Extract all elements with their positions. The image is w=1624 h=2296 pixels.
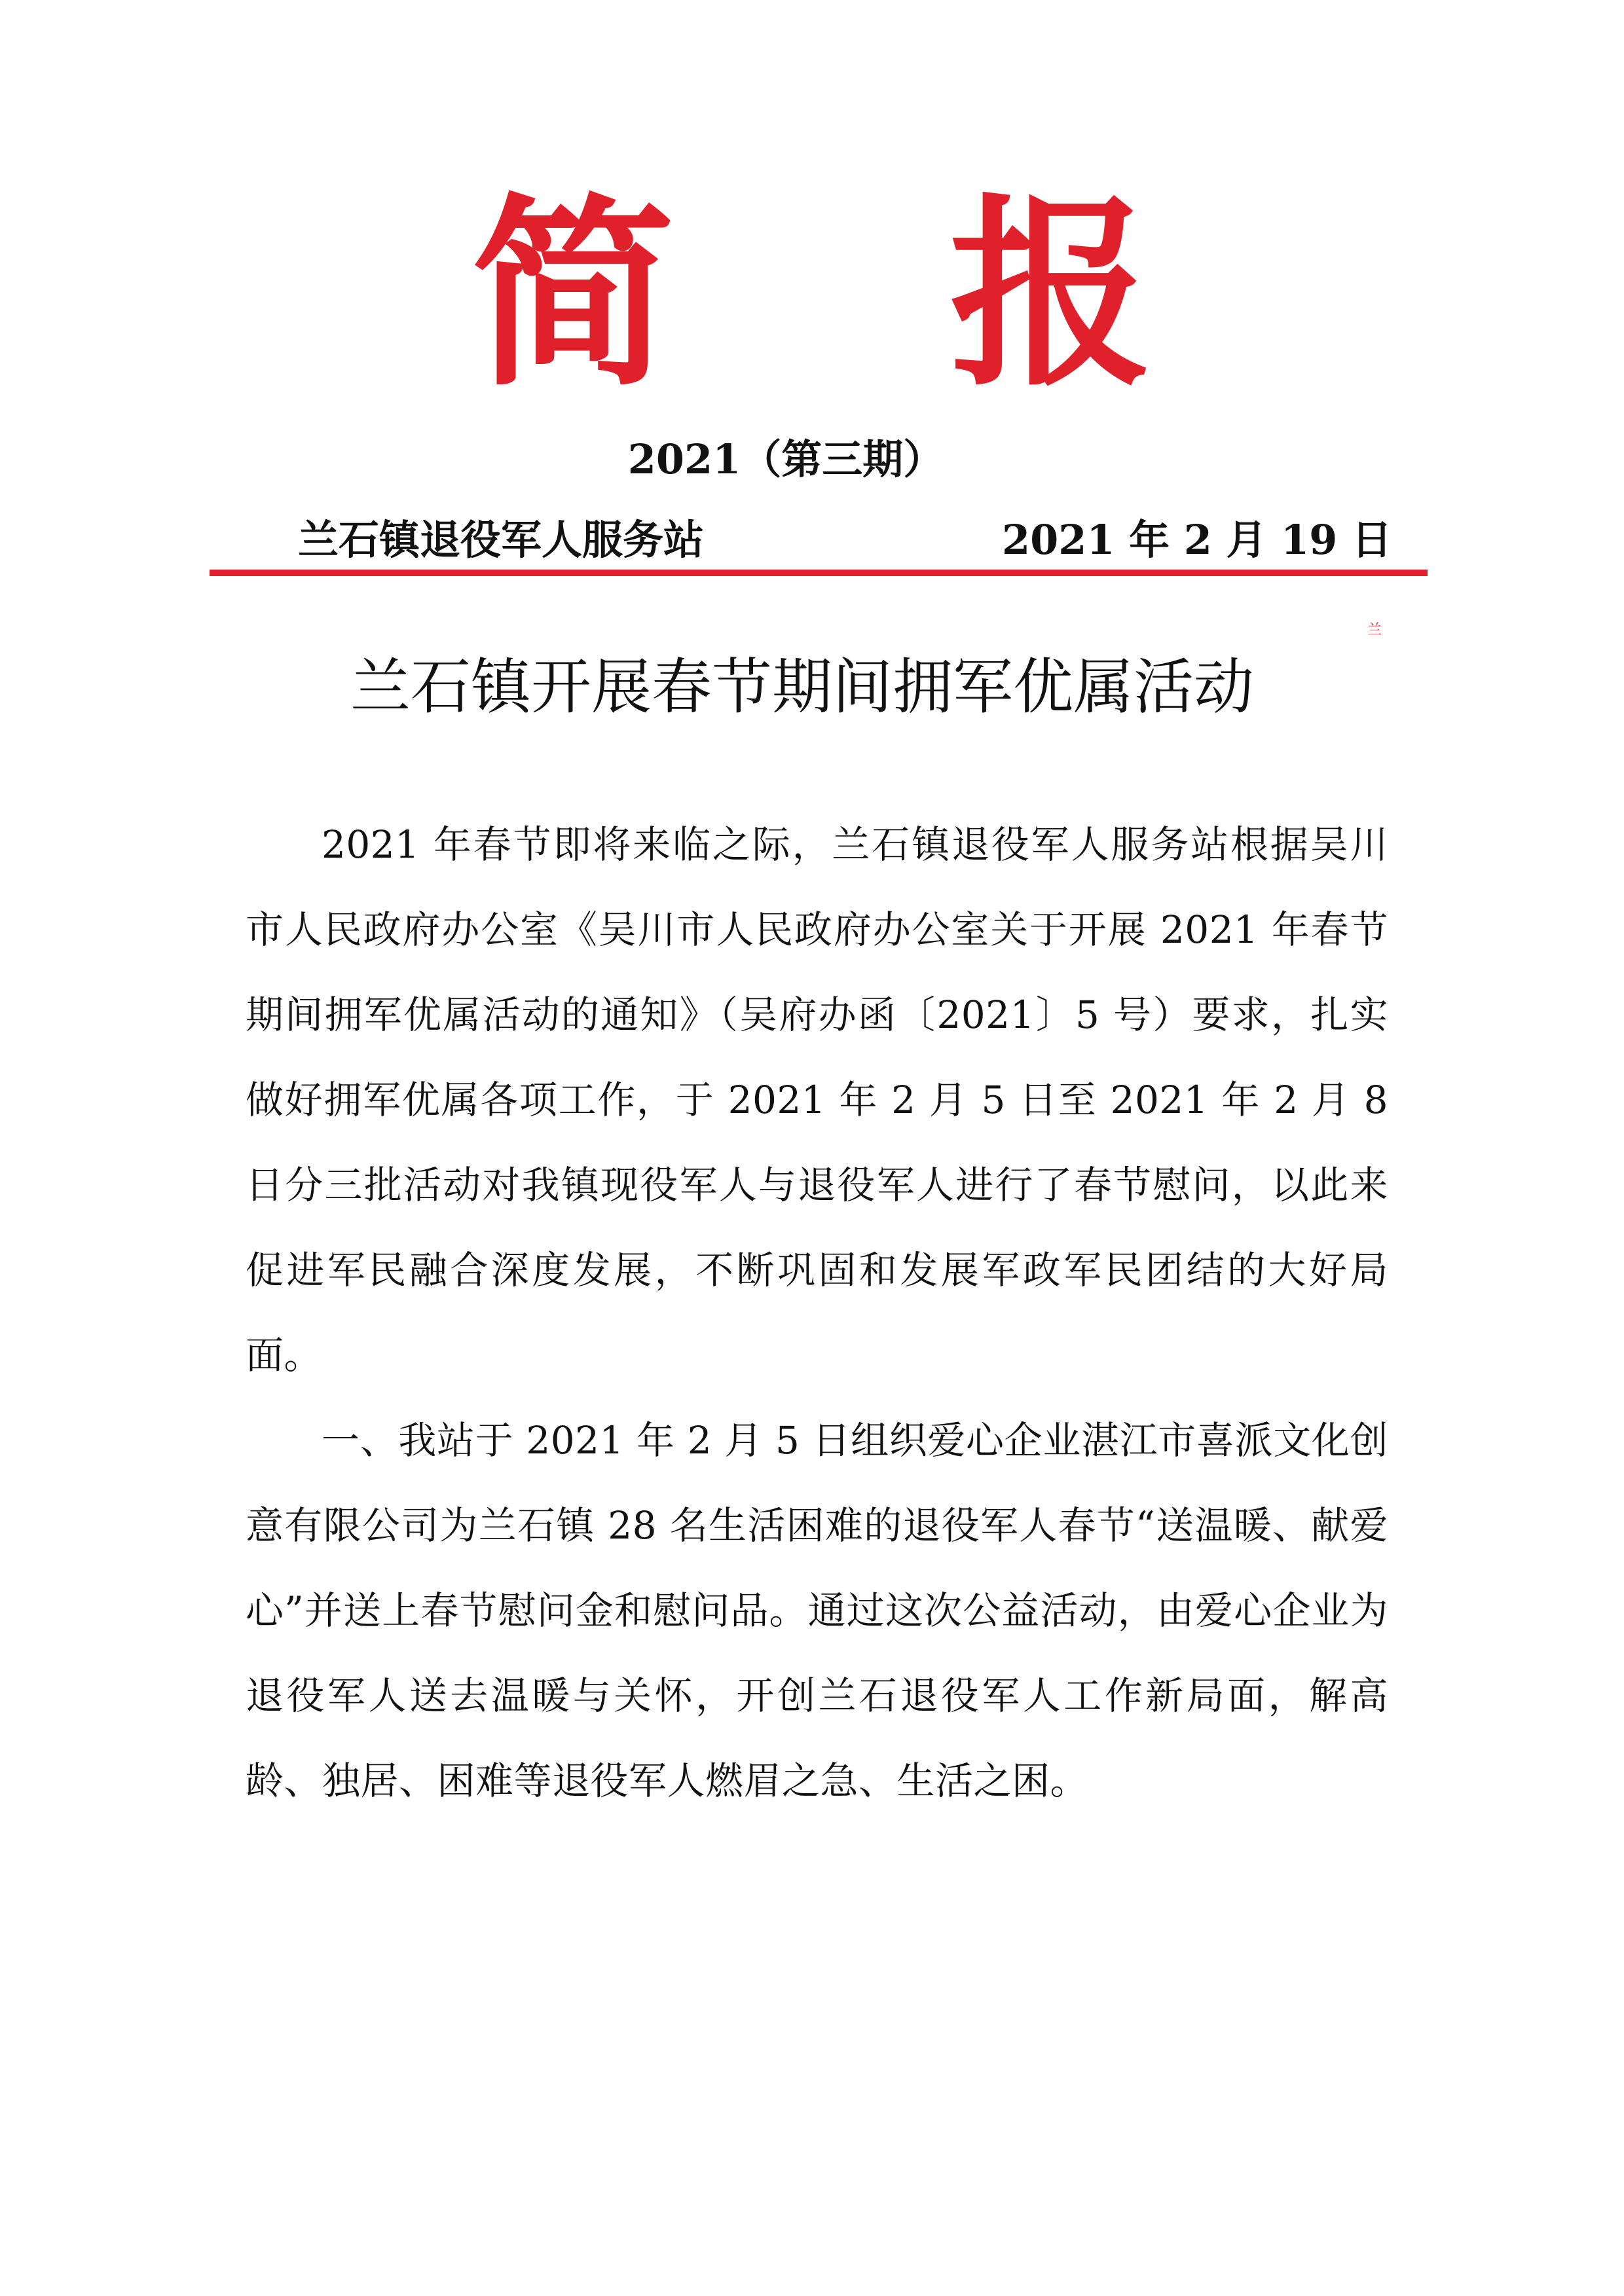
masthead-char-bao: 报 <box>950 175 1153 414</box>
document-body <box>246 802 1388 1823</box>
body-paragraph-2: 一、我站于 2021 年 2 月 5 日组织爱心企业湛江市喜派文化创意有限公司为兰石镇 28 名生活困难的退役军人春节“送温暖、献爱心”并送上春节慰问金和慰问品。通过这次公益活动，由爱心企业为退役军人送去温暖与关怀，开创兰石退役军人工作新局面，解高龄、独居、困难等退役军人燃眉之急、生活之困。 <box>246 1418 1388 1803</box>
masthead-char-jian: 简 <box>471 175 674 414</box>
meta-row <box>0 511 1624 570</box>
issue-number <box>0 433 1624 486</box>
issuing-organization: 兰石镇退役军人服务站 <box>298 516 705 564</box>
red-divider-line <box>210 570 1428 576</box>
masthead <box>0 175 1624 414</box>
document-title-text: 兰石镇开展春节期间拥军优属活动 <box>350 652 1254 722</box>
issue-number-text: 2021（第三期） <box>627 435 944 483</box>
body-paragraph-1: 2021 年春节即将来临之际，兰石镇退役军人服务站根据吴川市人民政府办公室《吴川市人民政府办公室关于开展 2021 年春节期间拥军优属活动的通知》（吴府办函〔2021〕5 号）要求，扎实做好拥军优属各项工作，于 2021 年 2 月 5 日至 2021 年 2 月 8 日分三批活动对我镇现役军人与退役军人进行了春节慰问，以此来促进军民融合深度发展，不断巩固和发展军政军民团结的大好局面。 <box>246 822 1388 1377</box>
issue-date: 2021 年 2 月 19 日 <box>1002 516 1392 564</box>
document-title <box>0 645 1624 730</box>
corner-stamp-mark: 兰 <box>1367 622 1382 638</box>
